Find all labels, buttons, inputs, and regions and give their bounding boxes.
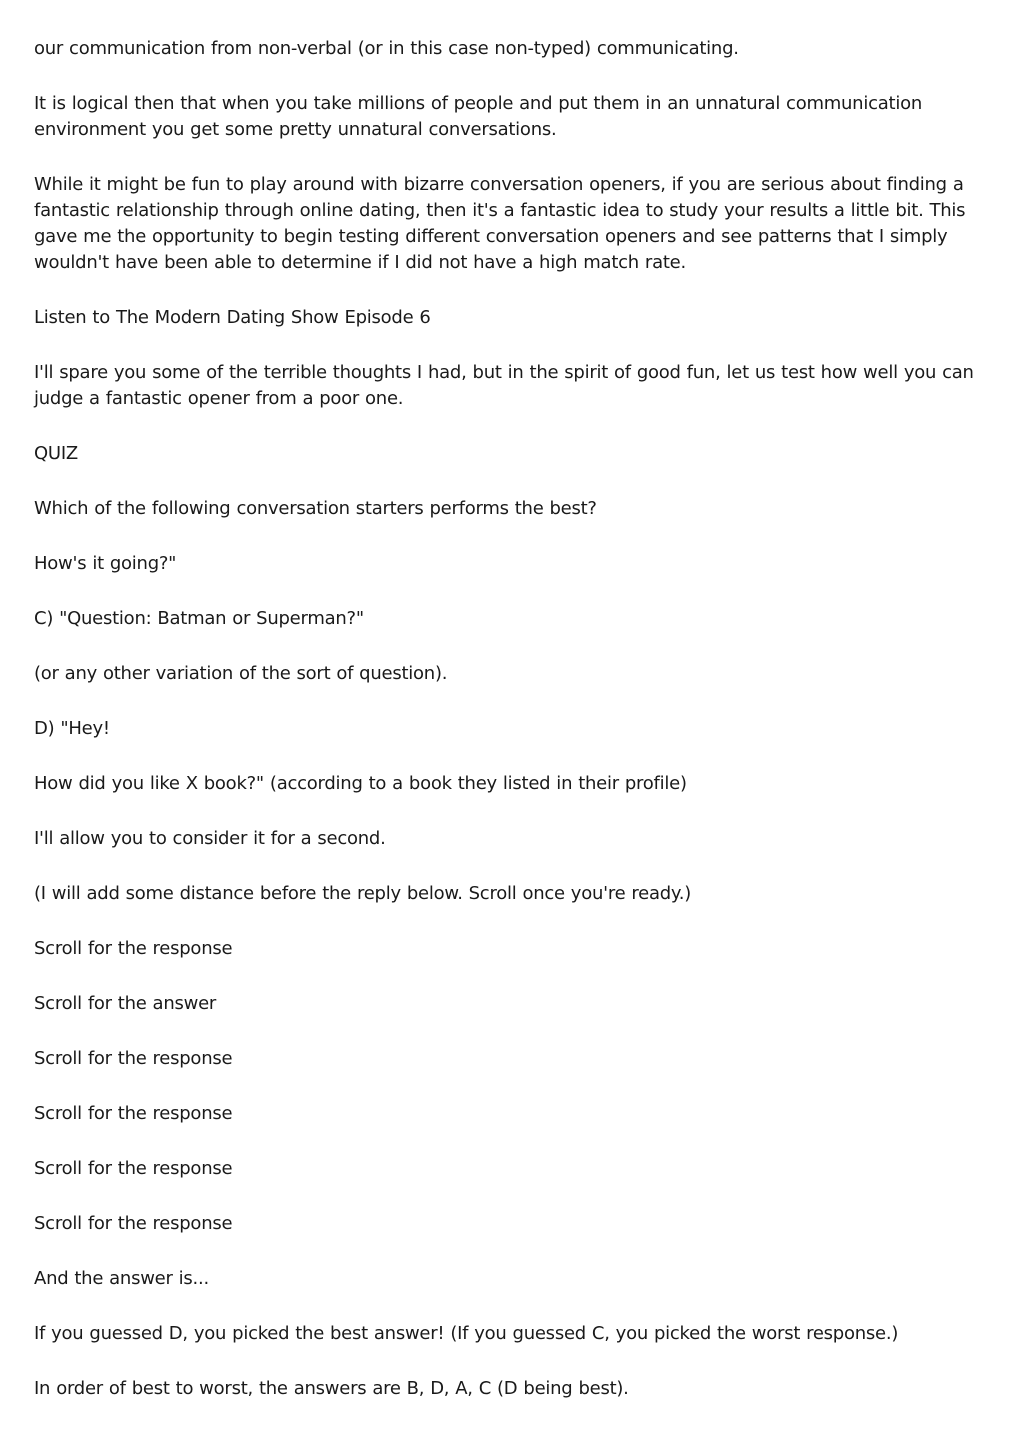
paragraph-quiz-intro: I'll spare you some of the terrible thoughts I had, but in the spirit of good fun, let us test how well you can judge a fantastic opener from a poor one. [34,362,974,409]
paragraph-consider: I'll allow you to consider it for a second. [34,828,386,849]
article-body [34,36,994,1431]
quiz-option-c-note: (or any other variation of the sort of question). [34,663,448,684]
quiz-question: Which of the following conversation starters performs the best? [34,498,597,519]
answer-lead-in: And the answer is... [34,1268,209,1289]
quiz-option-d: D) "Hey! [34,718,110,739]
paragraph-scroll-instruction: (I will add some distance before the reply below. Scroll once you're ready.) [34,883,691,904]
paragraph-unnatural-environment: It is logical then that when you take millions of people and put them in an unnatural communication environment you get some pretty unnatural conversations. [34,93,922,140]
quiz-option-c: C) "Question: Batman or Superman?" [34,608,364,629]
scroll-spacer-line: Scroll for the response [34,938,233,959]
scroll-spacer-line: Scroll for the response [34,1158,233,1179]
paragraph-podcast-listen: Listen to The Modern Dating Show Episode 6 [34,307,431,328]
answer-reveal: If you guessed D, you picked the best answer! (If you guessed C, you picked the worst response.) [34,1323,899,1344]
answer-ranking: In order of best to worst, the answers are B, D, A, C (D being best). [34,1378,629,1399]
scroll-spacer-line: Scroll for the response [34,1213,233,1234]
paragraph-study-results: While it might be fun to play around with bizarre conversation openers, if you are serious about finding a fantastic relationship through online dating, then it's a fantastic idea to study your results a little bit. This gave me the opportunity to begin testing different conversation openers and see patterns that I simply wouldn't have been able to determine if I did not have a high match rate. [34,174,966,273]
quiz-option-fragment: How's it going?" [34,553,177,574]
quiz-option-d-continuation: How did you like X book?" (according to a book they listed in their profile) [34,773,687,794]
quiz-heading: QUIZ [34,443,78,464]
paragraph-intro-continuation: our communication from non-verbal (or in this case non-typed) communicating. [34,38,739,59]
scroll-spacer-line: Scroll for the answer [34,993,217,1014]
scroll-spacer-line: Scroll for the response [34,1103,233,1124]
scroll-spacer-line: Scroll for the response [34,1048,233,1069]
